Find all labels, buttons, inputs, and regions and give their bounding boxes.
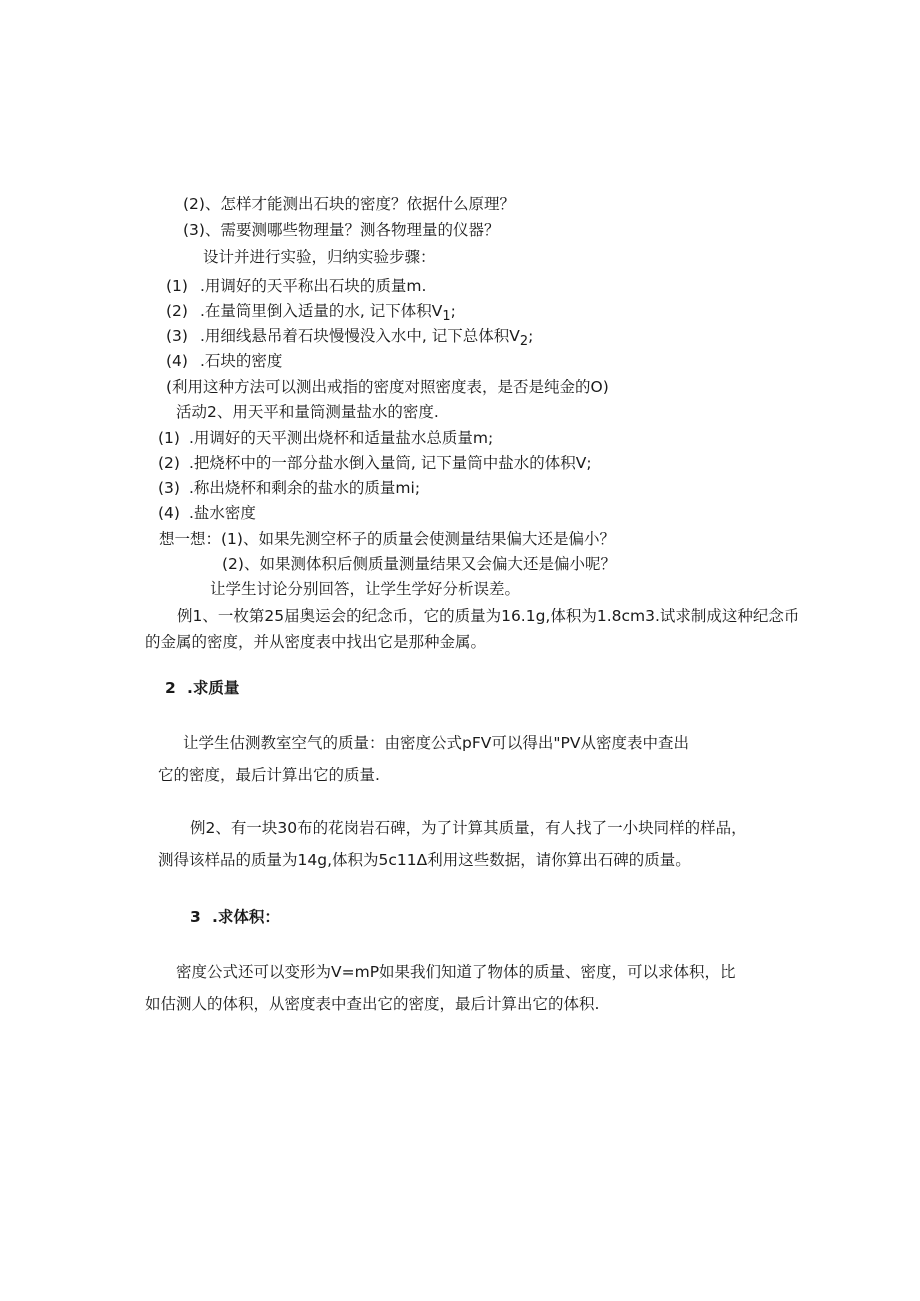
- step1-item: (3) .用细线悬吊着石块慢慢没入水中, 记下总体积$V_2$;: [166, 327, 534, 350]
- example-1-line-2: 的金属的密度，并从密度表中找出它是那种金属。: [145, 633, 487, 651]
- volume-line-2: 如估测人的体积，从密度表中查出它的密度，最后计算出它的体积.: [145, 995, 600, 1013]
- example-2-line-1: 例2、有一块30布的花岗岩石碑，为了计算其质量，有人找了一小块同样的样品，: [190, 819, 747, 837]
- volume-line-1: 密度公式还可以变形为V=mP如果我们知道了物体的质量、密度，可以求体积，比: [176, 963, 736, 981]
- step2-item: (4) .盐水密度: [158, 504, 256, 522]
- section-2-heading: 2 .求质量: [165, 679, 240, 697]
- step1-item: (4) .石块的密度: [166, 352, 283, 370]
- air-mass-line-1: 让学生估测教室空气的质量：由密度公式pFV可以得出"PV从密度表中查出: [183, 734, 689, 752]
- question-3: (3)、需要测哪些物理量？测各物理量的仪器？: [183, 221, 500, 239]
- ring-note: (利用这种方法可以测出戒指的密度对照密度表，是否是纯金的O): [166, 378, 609, 396]
- activity-2-heading: 活动2、用天平和量筒测量盐水的密度.: [176, 403, 439, 421]
- step2-item: (1) .用调好的天平测出烧杯和适量盐水总质量m;: [158, 429, 494, 447]
- air-mass-line-2: 它的密度，最后计算出它的质量.: [158, 766, 380, 784]
- discussion-note: 让学生讨论分别回答，让学生学好分析误差。: [210, 580, 521, 598]
- think-question-2: (2)、如果测体积后侧质量测量结果又会偏大还是偏小呢？: [222, 555, 616, 573]
- design-intro: 设计并进行实验，归纳实验步骤：: [203, 248, 436, 266]
- think-question-1: 想一想：(1)、如果先测空杯子的质量会使测量结果偏大还是偏小？: [159, 530, 615, 548]
- step1-item: (2) .在量筒里倒入适量的水, 记下体积$V_1$;: [166, 302, 456, 325]
- step2-item: (3) .称出烧杯和剩余的盐水的质量mi;: [158, 479, 421, 497]
- step1-item: (1) .用调好的天平称出石块的质量m.: [166, 277, 427, 295]
- question-2: (2)、怎样才能测出石块的密度？依据什么原理？: [183, 195, 515, 213]
- example-2-line-2: 测得该样品的质量为14g,体积为5c11Δ利用这些数据，请你算出石碑的质量。: [158, 851, 691, 869]
- example-1-line-1: 例1、一枚第25届奥运会的纪念币，它的质量为16.1g,体积为1.8cm3.试求制成这种纪念币: [177, 607, 800, 625]
- step2-item: (2) .把烧杯中的一部分盐水倒入量筒, 记下量筒中盐水的体积V;: [158, 454, 592, 472]
- section-3-heading: 3 .求体积：: [190, 908, 280, 926]
